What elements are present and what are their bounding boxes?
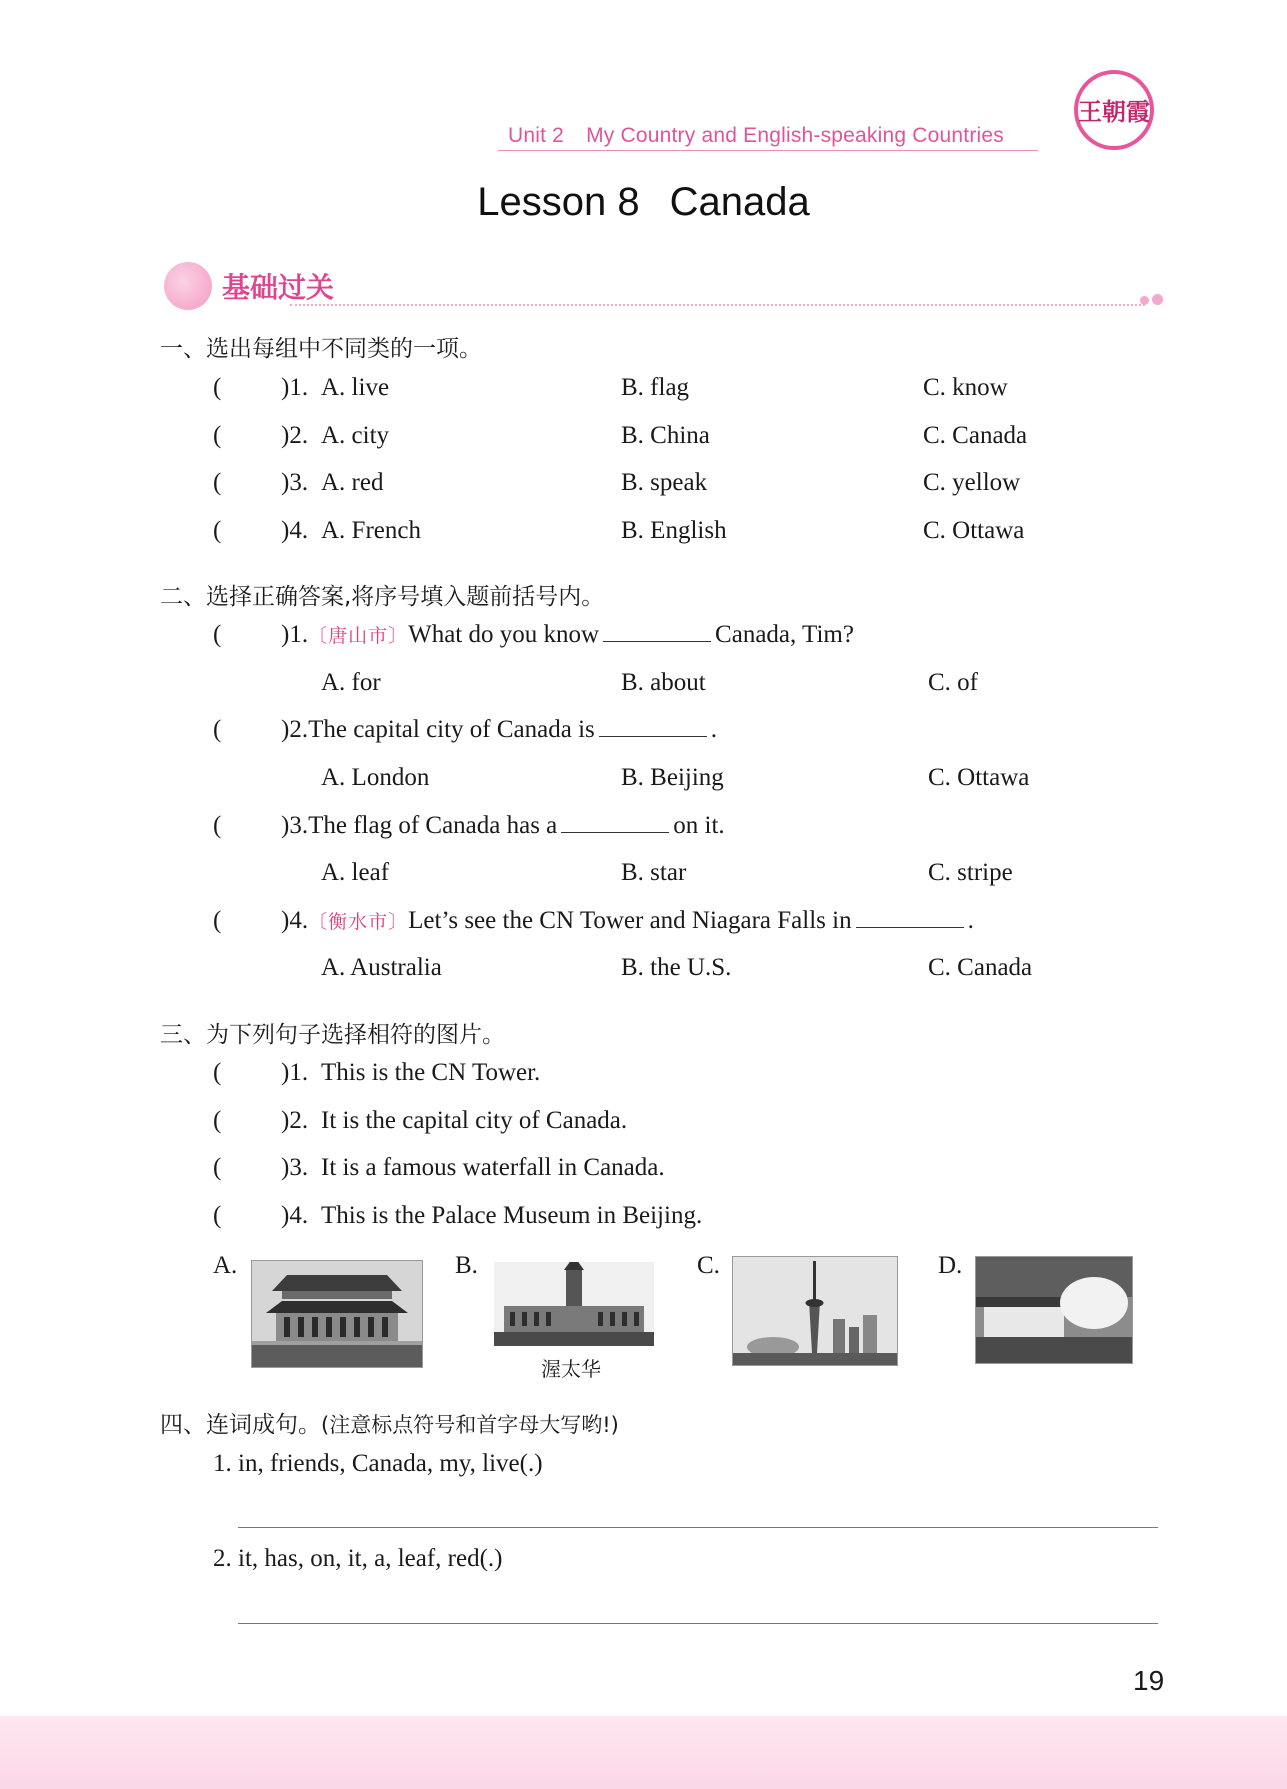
answer-line-2[interactable]: [238, 1623, 1158, 1624]
section-title: 基础过关: [222, 271, 335, 304]
answer-paren[interactable]: (: [213, 1201, 222, 1229]
answer-blank[interactable]: [561, 831, 669, 833]
section-badge-icon: [164, 262, 212, 310]
sentence-text: It is the capital city of Canada.: [321, 1106, 628, 1134]
question-text-before: What do you know: [408, 621, 600, 648]
option-b: B. Beijing: [621, 763, 724, 791]
option-a: A. Australia: [321, 954, 442, 982]
option-b: B. China: [621, 421, 710, 449]
part4-item-1: 1. in, friends, Canada, my, live(.): [213, 1450, 543, 1477]
bottom-decorative-band: [0, 1716, 1287, 1789]
header-divider: [498, 150, 1038, 151]
picture-caption-ottawa: 渥太华: [541, 1357, 601, 1381]
publisher-logo: [1074, 70, 1154, 150]
question-text-after: Canada, Tim?: [715, 621, 854, 648]
sentence-text: This is the CN Tower.: [321, 1059, 541, 1086]
picture-letter-b: B.: [455, 1252, 478, 1279]
option-a: A. for: [321, 668, 381, 696]
part4-heading-text: 四、连词成句。: [160, 1412, 321, 1438]
question-text-before: The capital city of Canada is: [308, 716, 595, 744]
option-b: B. flag: [621, 374, 690, 401]
question-number: )3.: [281, 1154, 309, 1181]
option-a: A. red: [321, 469, 384, 496]
lesson-title: [0, 180, 1287, 225]
ottawa-parliament-image: [494, 1262, 654, 1346]
answer-paren[interactable]: (: [213, 716, 222, 744]
option-a: A. live: [321, 374, 390, 401]
part4-heading-note: (注意标点符号和首字母大写哟!): [321, 1413, 619, 1437]
answer-paren[interactable]: (: [213, 469, 222, 496]
answer-paren[interactable]: (: [213, 906, 222, 934]
logo-text: 王朝霞: [1078, 97, 1150, 126]
question-number: )1.: [281, 1059, 309, 1086]
picture-letter-a: A.: [213, 1252, 238, 1279]
part3-heading: 三、为下列句子选择相符的图片。: [160, 1022, 505, 1048]
part4-item-2: 2. it, has, on, it, a, leaf, red(.): [213, 1545, 503, 1572]
question-text-after: on it.: [673, 811, 725, 839]
answer-paren[interactable]: (: [213, 516, 222, 544]
question-stem: [281, 716, 717, 744]
question-text-before: Let’s see the CN Tower and Niagara Falls in: [408, 906, 852, 934]
question-number: )4.: [281, 516, 309, 544]
question-stem: [281, 907, 974, 935]
question-number: )4.: [281, 1201, 309, 1229]
option-b: B. about: [621, 668, 706, 696]
option-a: A. leaf: [321, 859, 390, 887]
palace-museum-image: [251, 1260, 423, 1368]
answer-paren[interactable]: (: [213, 621, 222, 648]
question-number: )1.: [281, 374, 309, 401]
answer-blank[interactable]: [599, 735, 707, 737]
question-stem: [281, 812, 725, 840]
unit-header: [508, 124, 1004, 148]
question-number: )2.: [281, 1106, 309, 1134]
option-c: C. stripe: [928, 859, 1013, 887]
sentence-text: It is a famous waterfall in Canada.: [321, 1154, 665, 1181]
part1-heading: 一、选出每组中不同类的一项。: [160, 336, 482, 362]
option-c: C. Ottawa: [923, 516, 1025, 544]
option-b: B. speak: [621, 469, 708, 496]
option-a: A. city: [321, 421, 390, 449]
option-b: B. the U.S.: [621, 954, 732, 982]
option-c: C. know: [923, 374, 1008, 401]
niagara-falls-image: [975, 1256, 1133, 1364]
lesson-name: Canada: [669, 180, 810, 224]
picture-letter-d: D.: [938, 1252, 963, 1279]
unit-title: My Country and English-speaking Countries: [586, 124, 1004, 147]
decorative-dots-icon: [1140, 292, 1166, 310]
option-a: A. French: [321, 516, 421, 544]
question-number: )3.: [281, 469, 309, 496]
answer-paren[interactable]: (: [213, 374, 222, 401]
lesson-label: Lesson 8: [477, 180, 640, 224]
part2-heading: 二、选择正确答案,将序号填入题前括号内。: [160, 584, 605, 610]
section-divider: [290, 304, 1145, 306]
picture-letter-c: C.: [697, 1252, 720, 1279]
answer-paren[interactable]: (: [213, 421, 222, 449]
option-b: B. English: [621, 516, 727, 544]
question-number: )3.: [281, 811, 309, 839]
option-c: C. Canada: [923, 421, 1028, 449]
question-text-after: .: [967, 906, 974, 934]
answer-line-1[interactable]: [238, 1527, 1158, 1528]
question-stem: [281, 621, 854, 649]
option-c: C. yellow: [923, 469, 1021, 496]
question-number: )2.: [281, 716, 309, 744]
option-c: C. Ottawa: [928, 763, 1030, 791]
region-tag: 〔衡水市〕: [308, 910, 409, 933]
question-number: )2.: [281, 421, 309, 449]
answer-paren[interactable]: (: [213, 1059, 222, 1086]
part4-heading: [160, 1406, 619, 1439]
answer-blank[interactable]: [856, 926, 964, 928]
answer-paren[interactable]: (: [213, 1106, 222, 1134]
question-number: )1.: [281, 621, 309, 648]
question-text-after: .: [710, 716, 718, 744]
option-c: C. of: [928, 668, 978, 696]
answer-paren[interactable]: (: [213, 1154, 222, 1181]
page-number: 19: [1133, 1665, 1165, 1696]
unit-number: Unit 2: [508, 124, 565, 147]
question-text-before: The flag of Canada has a: [308, 811, 558, 839]
sentence-text: This is the Palace Museum in Beijing.: [321, 1201, 703, 1229]
option-a: A. London: [321, 763, 430, 791]
question-number: )4.: [281, 906, 309, 934]
region-tag: 〔唐山市〕: [308, 625, 409, 647]
cn-tower-image: [732, 1256, 898, 1366]
answer-blank[interactable]: [603, 640, 711, 642]
option-b: B. star: [621, 859, 687, 887]
option-c: C. Canada: [928, 954, 1033, 982]
answer-paren[interactable]: (: [213, 811, 222, 839]
